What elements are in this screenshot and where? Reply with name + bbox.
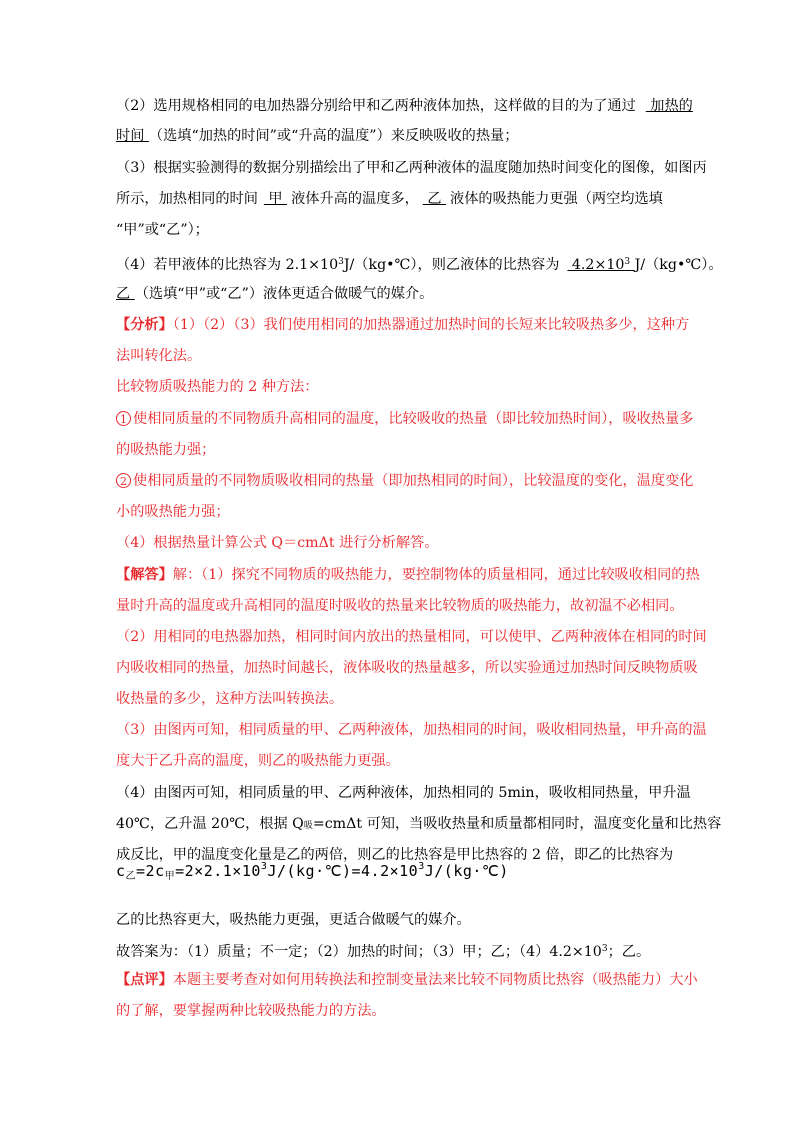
answer-tag: 【解答】: [116, 567, 173, 583]
specific-heat-formula: $c_乙=2c_甲=2\times 2.1\times 10^3J/(kg\cdot℃)=4.2\times 10^3J/(kg\cdot℃)$: [116, 861, 509, 882]
answer-p3-line-1: （3）由图丙可知，相同质量的甲、乙两种液体，加热相同的时间，吸收相同热量，甲升高的温: [116, 722, 707, 738]
answer-p4-line-2: 40℃，乙升温 20℃，根据 Q吸=cmΔt 可知，当吸收热量和质量都相同时，温度变化量和比热容: [116, 816, 722, 832]
answer-p3-line-2: 度大于乙升高的温度，则乙的吸热能力更强。: [116, 753, 400, 769]
circled-number-1: 1: [116, 411, 131, 426]
comment-line-1: 【点评】本题主要考查对如何用转换法和控制变量法来比较不同物质比热容（吸热能力）大小: [116, 972, 698, 988]
comment-line-2: 的了解，要掌握两种比较吸热能力的方法。: [116, 1003, 386, 1019]
q2-line-1: （2）选用规格相同的电加热器分别给甲和乙两种液体加热，这样做的目的为了通过 加热的: [116, 98, 693, 114]
q3-line-2: 所示，加热相同的时间 甲 液体升高的温度多， 乙 液体的吸热能力更强（两空均选填: [116, 191, 663, 207]
analysis-tag: 【分析】: [116, 317, 173, 333]
q3-line-1: （3）根据实验测得的数据分别描绘出了甲和乙两种液体的温度随加热时间变化的图像，如图丙: [116, 160, 707, 176]
circled-number-2: 2: [116, 473, 131, 488]
method-2-line-2: 小的吸热能力强；: [116, 504, 230, 520]
q3-line-3: “甲”或“乙”）；: [116, 222, 209, 238]
analysis-line-1: 【分析】（1）（2）（3）我们使用相同的加热器通过加热时间的长短来比较吸热多少，这种方: [116, 317, 690, 333]
q4-line-2: 乙 （选填“甲”或“乙”）液体更适合做暖气的媒介。: [116, 286, 434, 302]
answer-p5: 乙的比热容更大，吸热能力更强，更适合做暖气的媒介。: [116, 912, 471, 928]
method-1-line-2: 的吸热能力强；: [116, 442, 216, 458]
answer-p4-line-1: （4）由图丙可知，相同质量的甲、乙两种液体，加热相同的 5min，吸收相同热量，甲升温: [116, 785, 691, 801]
method-2-line-1: 2 使相同质量的不同物质吸收相同的热量（即加热相同的时间），比较温度的变化，温度变化: [116, 471, 693, 491]
answer-p4-line-3: 成反比，甲的温度变化量是乙的两倍，则乙的比热容是甲比热容的 2 倍，即乙的比热容为: [116, 847, 674, 863]
analysis-line-2: 法叫转化法。: [116, 348, 202, 364]
q4-line-1: （4）若甲液体的比热容为 $2.1\times 10^3J/(kg•℃)$，则乙液体的比热容为 $4.2\times 10^3$ J/（kg•℃）。: [116, 257, 723, 273]
answer-p1-line-1: 【解答】解：（1）探究不同物质的吸热能力，要控制物体的质量相同，通过比较吸收相同的热: [116, 567, 700, 583]
answer-p2-line-3: 收热量的多少，这种方法叫转换法。: [116, 691, 344, 707]
comment-tag: 【点评】: [116, 972, 173, 988]
answer-p1-line-2: 量时升高的温度或升高相同的温度时吸收的热量来比较物质的吸热能力，故初温不必相同。: [116, 598, 684, 614]
method-1-line-1: 1 使相同质量的不同物质升高相同的温度，比较吸收的热量（即比较加热时间），吸收热量多: [116, 409, 693, 429]
q2-line-2: 时间 （选填“加热的时间”或“升高的温度”）来反映吸收的热量；: [116, 128, 519, 144]
answer-p2-line-2: 内吸收相同的热量，加热时间越长，液体吸收的热量越多，所以实验通过加热时间反映物质吸: [116, 660, 698, 676]
analysis-line-3: 比较物质吸热能力的 2 种方法：: [116, 379, 319, 395]
final-answer: 故答案为：（1）质量；不一定；（2）加热的时间；（3）甲；乙；$(4)4.2\times 10^3$；乙。: [116, 944, 651, 960]
answer-p2-line-1: （2）用相同的电热器加热，相同时间内放出的热量相同，可以使甲、乙两种液体在相同的时间: [116, 629, 707, 645]
analysis-line-4: （4）根据热量计算公式 Q＝cmΔt 进行分析解答。: [116, 535, 439, 551]
